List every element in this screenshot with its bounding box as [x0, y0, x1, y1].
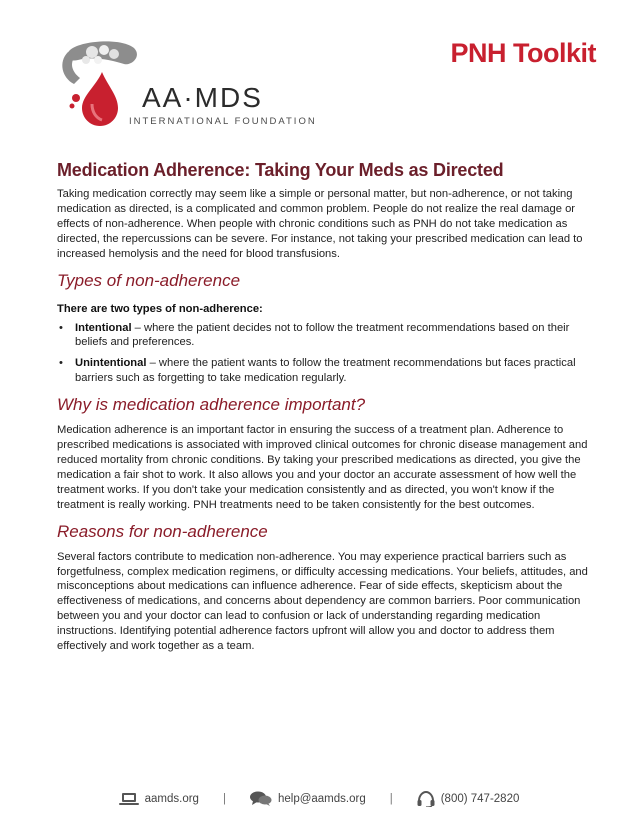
- document-title: Medication Adherence: Taking Your Meds as Directed: [57, 160, 504, 180]
- bullet: •: [59, 357, 63, 370]
- list-item: [57, 356, 597, 386]
- types-lead: There are two types of non-adherence:: [57, 302, 263, 315]
- list-item-text: – where the patient decides not to follow the treatment recommendations based on their beliefs and preferences.: [75, 321, 570, 349]
- phone-number[interactable]: (800) 747-2820: [440, 793, 520, 805]
- laptop-icon: [119, 792, 139, 806]
- list-item-term: Intentional: [75, 321, 132, 334]
- footer-separator: |: [389, 793, 393, 805]
- brand-name: AA·MDS: [142, 82, 263, 113]
- document-body: [57, 160, 597, 654]
- toolkit-title: PNH Toolkit: [450, 38, 596, 68]
- footer-contact-bar: [0, 788, 638, 810]
- chat-bubbles-icon: [250, 791, 272, 807]
- headset-icon: [417, 791, 435, 807]
- website-link[interactable]: aamds.org: [144, 793, 199, 805]
- email-link[interactable]: help@aamds.org: [277, 793, 366, 805]
- footer-phone[interactable]: [417, 791, 520, 807]
- reasons-paragraph: Several factors contribute to medication non-adherence. You may experience practical barriers such as forgetfulness, complex medication regimens, or difficulty accessing medications. Your beliefs, attitudes, and misconceptions about medications can influence adherence. Fear of side effects, skepticism about the effectiveness of medications, and concerns about dependency are common barriers. Poor communication between you and your doctor can lead to confusion or lack of understanding regarding medication instructions. Identifying potential adherence factors upfront will allow you and doctor to address them effectively and work together as a team.: [57, 550, 588, 653]
- intro-paragraph: Taking medication correctly may seem like a simple or personal matter, but non-adherence, or not taking medication as directed, is a complicated and common problem. People do not realize the real damage or effects of non-adherence. When people with chronic conditions such as PNH do not take medication as directed, the repercussions can be severe. For instance, not taking your prescribed medication can lead to increased hemolysis and the need for blood transfusions.: [57, 188, 583, 260]
- footer-website[interactable]: [119, 792, 199, 806]
- list-item: [57, 321, 597, 351]
- footer-email[interactable]: [250, 791, 366, 807]
- footer-separator: |: [222, 793, 226, 805]
- list-item-term: Unintentional: [75, 357, 147, 370]
- types-list: [57, 321, 597, 387]
- aamds-logo: [52, 38, 317, 130]
- brand-subtitle: INTERNATIONAL FOUNDATION: [129, 116, 317, 127]
- section-heading-types: Types of non-adherence: [57, 270, 241, 290]
- section-heading-importance: Why is medication adherence important?: [57, 395, 366, 415]
- bullet: •: [59, 321, 63, 334]
- importance-paragraph: Medication adherence is an important factor in ensuring the success of a treatment plan. Adherence to prescribed medications is associated with improved clinical outcomes for chronic disease management and reduced mortality from chronic conditions. By taking your prescribed medications as directed, you give the medication a fair shot to work. It also allows you and your doctor an accurate assessment of how well the treatment works. If you don't take your medication consistently and as directed, you won't know if the treatment is really working. PNH treatments need to be taken consistently for the best outcomes.: [57, 424, 588, 511]
- section-heading-reasons: Reasons for non-adherence: [57, 521, 268, 541]
- list-item-text: – where the patient wants to follow the treatment recommendations but faces practical barriers such as forgetting to take medication regularly.: [75, 357, 576, 385]
